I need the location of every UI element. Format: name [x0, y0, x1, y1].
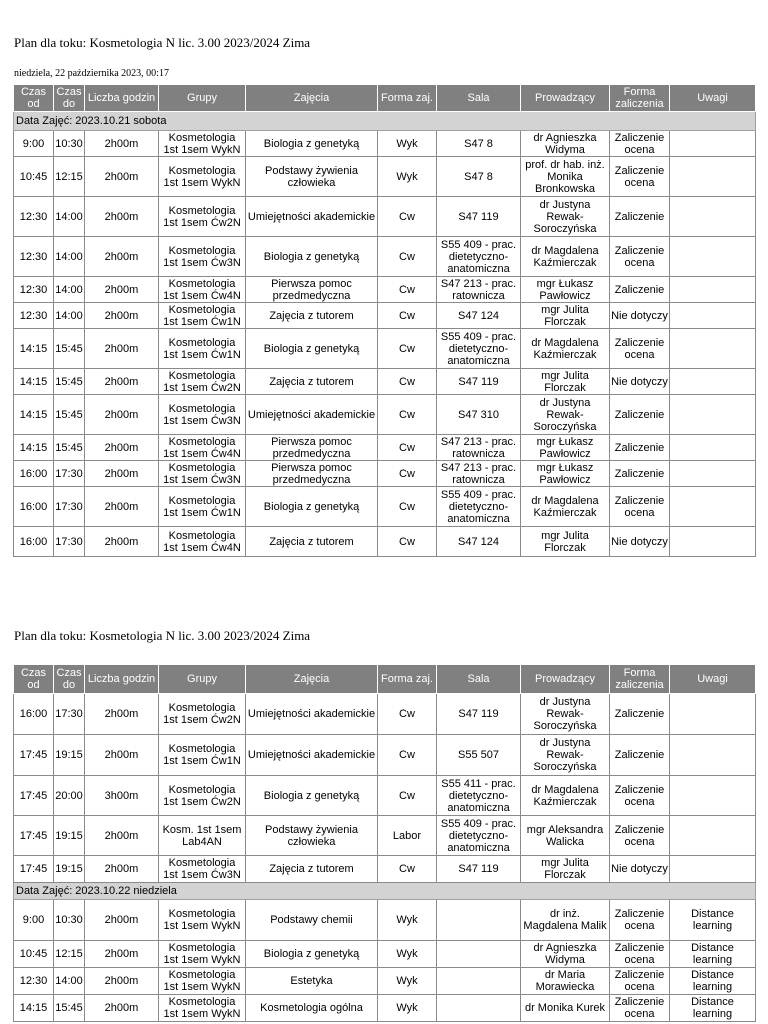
col-class-header: Zajęcia: [246, 85, 378, 112]
assessment-cell: Zaliczenie ocena: [610, 968, 670, 995]
table-row: [14, 237, 756, 277]
time-from-cell: 12:30: [14, 237, 54, 277]
table-row: [14, 435, 756, 461]
schedule-table: [13, 84, 756, 557]
col-groups-header: Grupy: [159, 665, 246, 694]
time-to-cell: 15:45: [54, 329, 85, 369]
time-from-cell: 12:30: [14, 968, 54, 995]
hours-cell: 2h00m: [85, 527, 159, 557]
class-cell: Umiejętności akademickie: [246, 735, 378, 776]
class-form-cell: Cw: [378, 303, 437, 329]
table-row: [14, 968, 756, 995]
notes-cell: [670, 776, 756, 816]
class-form-cell: Cw: [378, 487, 437, 527]
time-from-cell: 16:00: [14, 694, 54, 735]
time-to-cell: 15:45: [54, 369, 85, 395]
notes-cell: Distance learning: [670, 968, 756, 995]
time-from-cell: 17:45: [14, 776, 54, 816]
hours-cell: 2h00m: [85, 487, 159, 527]
group-cell: Kosmetologia 1st 1sem WykN: [159, 131, 246, 157]
notes-cell: Distance learning: [670, 900, 756, 941]
lecturer-cell: mgr Łukasz Pawłowicz: [521, 435, 610, 461]
assessment-cell: Zaliczenie ocena: [610, 776, 670, 816]
assessment-cell: Nie dotyczy: [610, 527, 670, 557]
class-cell: Biologia z genetyką: [246, 487, 378, 527]
time-to-cell: 14:00: [54, 968, 85, 995]
class-cell: Biologia z genetyką: [246, 329, 378, 369]
assessment-cell: Zaliczenie: [610, 197, 670, 237]
class-cell: Podstawy chemii: [246, 900, 378, 941]
hours-cell: 2h00m: [85, 303, 159, 329]
class-form-cell: Cw: [378, 461, 437, 487]
table-row: [14, 487, 756, 527]
lecturer-cell: dr Magdalena Kaźmierczak: [521, 776, 610, 816]
time-to-cell: 17:30: [54, 527, 85, 557]
col-hours-header: Liczba godzin: [85, 85, 159, 112]
room-cell: S55 409 - prac. dietetyczno-anatomiczna: [437, 487, 521, 527]
time-from-cell: 14:15: [14, 395, 54, 435]
room-cell: S47 119: [437, 369, 521, 395]
time-to-cell: 14:00: [54, 197, 85, 237]
table-row: [14, 735, 756, 776]
class-cell: Umiejętności akademickie: [246, 395, 378, 435]
lecturer-cell: dr Justyna Rewak-Soroczyńska: [521, 735, 610, 776]
class-form-cell: Wyk: [378, 157, 437, 197]
hours-cell: 2h00m: [85, 237, 159, 277]
class-cell: Biologia z genetyką: [246, 941, 378, 968]
col-groups-header: Grupy: [159, 85, 246, 112]
time-from-cell: 16:00: [14, 461, 54, 487]
class-cell: Zajęcia z tutorem: [246, 369, 378, 395]
room-cell: S55 409 - prac. dietetyczno-anatomiczna: [437, 329, 521, 369]
assessment-cell: Zaliczenie: [610, 735, 670, 776]
lecturer-cell: mgr Łukasz Pawłowicz: [521, 277, 610, 303]
date-header-row: [14, 112, 756, 131]
notes-cell: Distance learning: [670, 941, 756, 968]
room-cell: S47 8: [437, 131, 521, 157]
time-from-cell: 14:15: [14, 369, 54, 395]
hours-cell: 2h00m: [85, 277, 159, 303]
group-cell: Kosmetologia 1st 1sem Ćw4N: [159, 435, 246, 461]
time-to-cell: 17:30: [54, 461, 85, 487]
class-cell: Kosmetologia ogólna: [246, 995, 378, 1022]
lecturer-cell: dr Maria Morawiecka: [521, 968, 610, 995]
col-class-header: Zajęcia: [246, 665, 378, 694]
class-form-cell: Cw: [378, 527, 437, 557]
group-cell: Kosmetologia 1st 1sem Ćw3N: [159, 856, 246, 883]
time-from-cell: 9:00: [14, 900, 54, 941]
assessment-cell: Zaliczenie ocena: [610, 237, 670, 277]
notes-cell: [670, 461, 756, 487]
group-cell: Kosmetologia 1st 1sem WykN: [159, 995, 246, 1022]
notes-cell: [670, 369, 756, 395]
group-cell: Kosmetologia 1st 1sem Ćw3N: [159, 395, 246, 435]
assessment-cell: Zaliczenie ocena: [610, 995, 670, 1022]
group-cell: Kosmetologia 1st 1sem Ćw1N: [159, 735, 246, 776]
room-cell: S47 119: [437, 856, 521, 883]
time-from-cell: 17:45: [14, 735, 54, 776]
class-form-cell: Labor: [378, 816, 437, 856]
group-cell: Kosmetologia 1st 1sem Ćw1N: [159, 303, 246, 329]
hours-cell: 2h00m: [85, 735, 159, 776]
col-lecturer-header: Prowadzący: [521, 85, 610, 112]
lecturer-cell: mgr Julita Florczak: [521, 369, 610, 395]
group-cell: Kosmetologia 1st 1sem Ćw1N: [159, 487, 246, 527]
table-row: [14, 329, 756, 369]
group-cell: Kosmetologia 1st 1sem Ćw2N: [159, 369, 246, 395]
notes-cell: [670, 527, 756, 557]
class-form-cell: Wyk: [378, 131, 437, 157]
room-cell: S55 409 - prac. dietetyczno-anatomiczna: [437, 816, 521, 856]
table-header: [14, 665, 756, 694]
class-form-cell: Cw: [378, 395, 437, 435]
assessment-cell: Zaliczenie: [610, 694, 670, 735]
lecturer-cell: dr Magdalena Kaźmierczak: [521, 329, 610, 369]
col-notes-header: Uwagi: [670, 665, 756, 694]
notes-cell: [670, 131, 756, 157]
time-to-cell: 14:00: [54, 303, 85, 329]
lecturer-cell: dr Agnieszka Widyma: [521, 941, 610, 968]
time-from-cell: 16:00: [14, 527, 54, 557]
class-cell: Podstawy żywienia człowieka: [246, 816, 378, 856]
hours-cell: 2h00m: [85, 900, 159, 941]
notes-cell: [670, 487, 756, 527]
table-row: [14, 131, 756, 157]
notes-cell: [670, 329, 756, 369]
assessment-cell: Zaliczenie ocena: [610, 816, 670, 856]
hours-cell: 2h00m: [85, 995, 159, 1022]
class-cell: Biologia z genetyką: [246, 776, 378, 816]
class-cell: Pierwsza pomoc przedmedyczna: [246, 277, 378, 303]
group-cell: Kosmetologia 1st 1sem WykN: [159, 968, 246, 995]
lecturer-cell: dr Magdalena Kaźmierczak: [521, 487, 610, 527]
assessment-cell: Nie dotyczy: [610, 856, 670, 883]
notes-cell: [670, 435, 756, 461]
group-cell: Kosmetologia 1st 1sem Ćw3N: [159, 461, 246, 487]
class-cell: Zajęcia z tutorem: [246, 527, 378, 557]
lecturer-cell: dr Justyna Rewak-Soroczyńska: [521, 197, 610, 237]
notes-cell: [670, 856, 756, 883]
date-header-row: [14, 883, 756, 900]
assessment-cell: Zaliczenie ocena: [610, 487, 670, 527]
room-cell: S47 213 - prac. ratownicza: [437, 277, 521, 303]
assessment-cell: Zaliczenie: [610, 435, 670, 461]
time-from-cell: 12:30: [14, 303, 54, 329]
col-hours-header: Liczba godzin: [85, 665, 159, 694]
room-cell: S47 310: [437, 395, 521, 435]
class-form-cell: Cw: [378, 197, 437, 237]
class-form-cell: Cw: [378, 329, 437, 369]
table-row: [14, 197, 756, 237]
lecturer-cell: prof. dr hab. inż. Monika Bronkowska: [521, 157, 610, 197]
hours-cell: 2h00m: [85, 435, 159, 461]
class-form-cell: Wyk: [378, 968, 437, 995]
col-lecturer-header: Prowadzący: [521, 665, 610, 694]
group-cell: Kosmetologia 1st 1sem Ćw1N: [159, 329, 246, 369]
notes-cell: [670, 816, 756, 856]
col-notes-header: Uwagi: [670, 85, 756, 112]
table-row: [14, 995, 756, 1022]
notes-cell: [670, 395, 756, 435]
class-form-cell: Wyk: [378, 995, 437, 1022]
time-from-cell: 17:45: [14, 816, 54, 856]
class-form-cell: Cw: [378, 856, 437, 883]
class-form-cell: Cw: [378, 277, 437, 303]
group-cell: Kosm. 1st 1sem Lab4AN: [159, 816, 246, 856]
schedule-table-2: [13, 664, 756, 1022]
class-cell: Zajęcia z tutorem: [246, 303, 378, 329]
hours-cell: 2h00m: [85, 941, 159, 968]
table-row: [14, 527, 756, 557]
time-from-cell: 14:15: [14, 995, 54, 1022]
col-assessment-header: Forma zaliczenia: [610, 665, 670, 694]
room-cell: S55 411 - prac. dietetyczno-anatomiczna: [437, 776, 521, 816]
hours-cell: 2h00m: [85, 369, 159, 395]
time-to-cell: 12:15: [54, 941, 85, 968]
lecturer-cell: mgr Julita Florczak: [521, 527, 610, 557]
hours-cell: 2h00m: [85, 131, 159, 157]
group-cell: Kosmetologia 1st 1sem Ćw4N: [159, 527, 246, 557]
hours-cell: 2h00m: [85, 694, 159, 735]
class-form-cell: Cw: [378, 369, 437, 395]
table-row: [14, 816, 756, 856]
time-to-cell: 19:15: [54, 735, 85, 776]
lecturer-cell: dr inż. Magdalena Malik: [521, 900, 610, 941]
time-from-cell: 12:30: [14, 277, 54, 303]
time-to-cell: 10:30: [54, 900, 85, 941]
col-time-from-header: Czas od: [14, 85, 54, 112]
group-cell: Kosmetologia 1st 1sem Ćw3N: [159, 237, 246, 277]
page-title-2: Plan dla toku: Kosmetologia N lic. 3.00 2023/2024 Zima: [14, 628, 311, 643]
class-form-cell: Cw: [378, 237, 437, 277]
class-form-cell: Cw: [378, 776, 437, 816]
notes-cell: [670, 735, 756, 776]
room-cell: S47 124: [437, 303, 521, 329]
room-cell: [437, 968, 521, 995]
table-row: [14, 157, 756, 197]
table-header: [14, 85, 756, 112]
time-to-cell: 19:15: [54, 816, 85, 856]
room-cell: S55 507: [437, 735, 521, 776]
hours-cell: 2h00m: [85, 197, 159, 237]
col-class-form-header: Forma zaj.: [378, 665, 437, 694]
class-form-cell: Cw: [378, 694, 437, 735]
notes-cell: [670, 694, 756, 735]
time-from-cell: 12:30: [14, 197, 54, 237]
group-cell: Kosmetologia 1st 1sem WykN: [159, 157, 246, 197]
date-header: Data Zajęć: 2023.10.21 sobota: [14, 112, 756, 131]
room-cell: S47 8: [437, 157, 521, 197]
group-cell: Kosmetologia 1st 1sem Ćw2N: [159, 197, 246, 237]
lecturer-cell: dr Magdalena Kaźmierczak: [521, 237, 610, 277]
notes-cell: [670, 197, 756, 237]
assessment-cell: Zaliczenie ocena: [610, 941, 670, 968]
class-form-cell: Wyk: [378, 900, 437, 941]
hours-cell: 2h00m: [85, 968, 159, 995]
class-cell: Umiejętności akademickie: [246, 197, 378, 237]
room-cell: [437, 900, 521, 941]
assessment-cell: Zaliczenie: [610, 395, 670, 435]
notes-cell: [670, 157, 756, 197]
table-row: [14, 303, 756, 329]
class-cell: Pierwsza pomoc przedmedyczna: [246, 435, 378, 461]
room-cell: S47 124: [437, 527, 521, 557]
hours-cell: 2h00m: [85, 329, 159, 369]
table-row: [14, 856, 756, 883]
group-cell: Kosmetologia 1st 1sem Ćw2N: [159, 694, 246, 735]
table-row: [14, 461, 756, 487]
hours-cell: 2h00m: [85, 856, 159, 883]
group-cell: Kosmetologia 1st 1sem WykN: [159, 941, 246, 968]
class-form-cell: Cw: [378, 435, 437, 461]
group-cell: Kosmetologia 1st 1sem Ćw4N: [159, 277, 246, 303]
notes-cell: Distance learning: [670, 995, 756, 1022]
notes-cell: [670, 237, 756, 277]
time-to-cell: 12:15: [54, 157, 85, 197]
lecturer-cell: mgr Aleksandra Walicka: [521, 816, 610, 856]
col-time-to-header: Czas do: [54, 665, 85, 694]
table-row: [14, 277, 756, 303]
assessment-cell: Zaliczenie ocena: [610, 329, 670, 369]
lecturer-cell: dr Monika Kurek: [521, 995, 610, 1022]
time-from-cell: 14:15: [14, 435, 54, 461]
class-form-cell: Cw: [378, 735, 437, 776]
generated-timestamp: niedziela, 22 października 2023, 00:17: [14, 68, 169, 79]
hours-cell: 3h00m: [85, 776, 159, 816]
room-cell: S47 213 - prac. ratownicza: [437, 461, 521, 487]
table-row: [14, 369, 756, 395]
notes-cell: [670, 303, 756, 329]
room-cell: [437, 995, 521, 1022]
table-row: [14, 776, 756, 816]
assessment-cell: Nie dotyczy: [610, 369, 670, 395]
hours-cell: 2h00m: [85, 461, 159, 487]
time-to-cell: 14:00: [54, 237, 85, 277]
time-to-cell: 10:30: [54, 131, 85, 157]
group-cell: Kosmetologia 1st 1sem Ćw2N: [159, 776, 246, 816]
assessment-cell: Zaliczenie: [610, 277, 670, 303]
assessment-cell: Zaliczenie ocena: [610, 131, 670, 157]
lecturer-cell: mgr Julita Florczak: [521, 303, 610, 329]
time-to-cell: 20:00: [54, 776, 85, 816]
room-cell: S47 119: [437, 197, 521, 237]
assessment-cell: Zaliczenie ocena: [610, 900, 670, 941]
group-cell: Kosmetologia 1st 1sem WykN: [159, 900, 246, 941]
table-row: [14, 900, 756, 941]
class-cell: Biologia z genetyką: [246, 131, 378, 157]
class-cell: Podstawy żywienia człowieka: [246, 157, 378, 197]
lecturer-cell: dr Agnieszka Widyma: [521, 131, 610, 157]
col-time-to-header: Czas do: [54, 85, 85, 112]
notes-cell: [670, 277, 756, 303]
col-assessment-header: Forma zaliczenia: [610, 85, 670, 112]
class-cell: Umiejętności akademickie: [246, 694, 378, 735]
time-from-cell: 14:15: [14, 329, 54, 369]
assessment-cell: Zaliczenie: [610, 461, 670, 487]
room-cell: S47 119: [437, 694, 521, 735]
hours-cell: 2h00m: [85, 157, 159, 197]
col-room-header: Sala: [437, 85, 521, 112]
lecturer-cell: dr Justyna Rewak-Soroczyńska: [521, 694, 610, 735]
time-to-cell: 14:00: [54, 277, 85, 303]
class-form-cell: Wyk: [378, 941, 437, 968]
time-from-cell: 10:45: [14, 157, 54, 197]
time-to-cell: 15:45: [54, 995, 85, 1022]
time-from-cell: 10:45: [14, 941, 54, 968]
class-cell: Pierwsza pomoc przedmedyczna: [246, 461, 378, 487]
time-to-cell: 19:15: [54, 856, 85, 883]
lecturer-cell: dr Justyna Rewak-Soroczyńska: [521, 395, 610, 435]
time-from-cell: 17:45: [14, 856, 54, 883]
time-to-cell: 17:30: [54, 694, 85, 735]
assessment-cell: Nie dotyczy: [610, 303, 670, 329]
table-row: [14, 941, 756, 968]
class-cell: Zajęcia z tutorem: [246, 856, 378, 883]
hours-cell: 2h00m: [85, 816, 159, 856]
assessment-cell: Zaliczenie ocena: [610, 157, 670, 197]
room-cell: S47 213 - prac. ratownicza: [437, 435, 521, 461]
class-cell: Biologia z genetyką: [246, 237, 378, 277]
date-header: Data Zajęć: 2023.10.22 niedziela: [14, 883, 756, 900]
time-from-cell: 16:00: [14, 487, 54, 527]
col-time-from-header: Czas od: [14, 665, 54, 694]
room-cell: [437, 941, 521, 968]
page-title: Plan dla toku: Kosmetologia N lic. 3.00 2023/2024 Zima: [14, 35, 311, 50]
col-room-header: Sala: [437, 665, 521, 694]
hours-cell: 2h00m: [85, 395, 159, 435]
col-class-form-header: Forma zaj.: [378, 85, 437, 112]
room-cell: S55 409 - prac. dietetyczno-anatomiczna: [437, 237, 521, 277]
time-to-cell: 15:45: [54, 435, 85, 461]
time-to-cell: 17:30: [54, 487, 85, 527]
table-row: [14, 395, 756, 435]
time-from-cell: 9:00: [14, 131, 54, 157]
time-to-cell: 15:45: [54, 395, 85, 435]
class-cell: Estetyka: [246, 968, 378, 995]
table-row: [14, 694, 756, 735]
lecturer-cell: mgr Julita Florczak: [521, 856, 610, 883]
lecturer-cell: mgr Łukasz Pawłowicz: [521, 461, 610, 487]
